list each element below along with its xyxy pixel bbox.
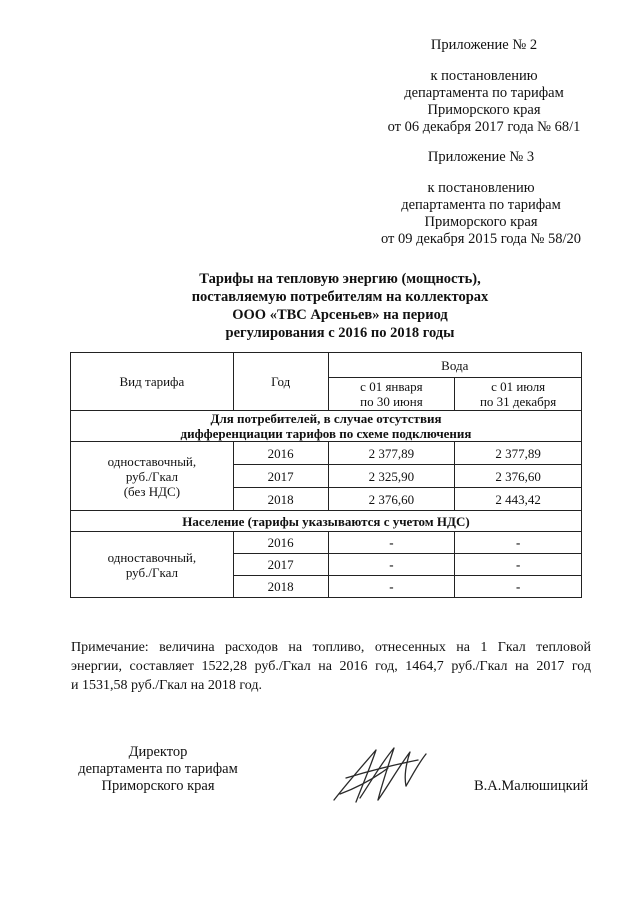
value-cell: - [455,532,582,554]
signer-title-line: Директор [128,744,188,760]
value-cell: 2 377,89 [328,442,455,465]
appendix-2-line: от 06 декабря 2017 года № 68/1 [387,119,581,135]
period-text: с 01 июля [491,379,546,394]
tariff-table [70,352,582,598]
section-text: дифференциации тарифов по схеме подключения [180,426,472,441]
table-row [71,442,582,465]
year-cell: 2016 [233,442,328,465]
tariff-type-text: одноставочный, [107,453,197,469]
appendix-2-line: департамента по тарифам [404,85,564,101]
tariff-type-text: одноставочный, [107,549,197,565]
appendix-3-line: Приморского края [424,214,538,230]
header-year: Год [233,353,328,411]
appendix-2-header [378,37,590,136]
header-water: Вода [328,353,581,378]
section-row [71,511,582,532]
document-title [100,270,580,342]
table-header-row [71,353,582,378]
period-text: с 01 января [360,379,423,394]
value-cell: - [328,576,455,598]
note-line: Примечание: величина расходов на топливо, отнесенных на 1 Гкал тепловой [71,640,591,655]
value-cell: 2 377,89 [455,442,582,465]
year-cell: 2018 [233,576,328,598]
appendix-2-line: к постановлению [430,68,538,84]
value-cell: - [328,532,455,554]
appendix-3-title: Приложение № 3 [427,149,535,165]
appendix-3-header [372,149,590,248]
section-population: Население (тарифы указываются с учетом НДС) [71,511,582,532]
header-tariff-type: Вид тарифа [71,353,234,411]
signer-position [58,744,258,795]
appendix-3-line: департамента по тарифам [401,197,561,213]
section-text: Для потребителей, в случае отсутствия [210,411,442,426]
signer-title-line: Приморского края [101,778,215,794]
year-cell: 2017 [233,465,328,488]
value-cell: 2 376,60 [455,465,582,488]
document-title-line: ООО «ТВС Арсеньев» на период [232,307,448,323]
table-row [71,532,582,554]
note-line: энергии, составляет 1522,28 руб./Гкал на 2016 год, 1464,7 руб./Гкал на 2017 год [71,659,591,674]
period-text: по 30 июня [360,394,423,409]
section-consumers [71,411,582,442]
document-title-line: Тарифы на тепловую энергию (мощность), [199,271,481,287]
year-cell: 2018 [233,488,328,511]
value-cell: - [328,554,455,576]
tariff-type-text: руб./Гкал [125,564,178,580]
value-cell: - [455,554,582,576]
handwritten-signature [326,742,436,808]
value-cell: 2 376,60 [328,488,455,511]
document-title-line: регулирования с 2016 по 2018 годы [225,325,455,341]
appendix-3-line: к постановлению [427,180,535,196]
header-period-1 [328,378,455,411]
section-row [71,411,582,442]
appendix-2-title: Приложение № 2 [430,37,538,53]
year-cell: 2016 [233,532,328,554]
tariff-type-cell [71,532,234,598]
tariff-type-cell [71,442,234,511]
value-cell: 2 443,42 [455,488,582,511]
signer-title-line: департамента по тарифам [78,761,238,777]
year-cell: 2017 [233,554,328,576]
note-line: и 1531,58 руб./Гкал на 2018 год. [71,678,262,693]
note-paragraph [71,638,591,695]
tariff-type-text: руб./Гкал [125,468,178,484]
appendix-3-line: от 09 декабря 2015 года № 58/20 [380,231,582,247]
value-cell: - [455,576,582,598]
appendix-2-line: Приморского края [427,102,541,118]
period-text: по 31 декабря [479,394,557,409]
signer-name: В.А.Малюшицкий [474,778,589,794]
header-period-2 [455,378,582,411]
document-title-line: поставляемую потребителям на коллекторах [191,289,489,305]
value-cell: 2 325,90 [328,465,455,488]
tariff-type-text: (без НДС) [123,483,181,499]
